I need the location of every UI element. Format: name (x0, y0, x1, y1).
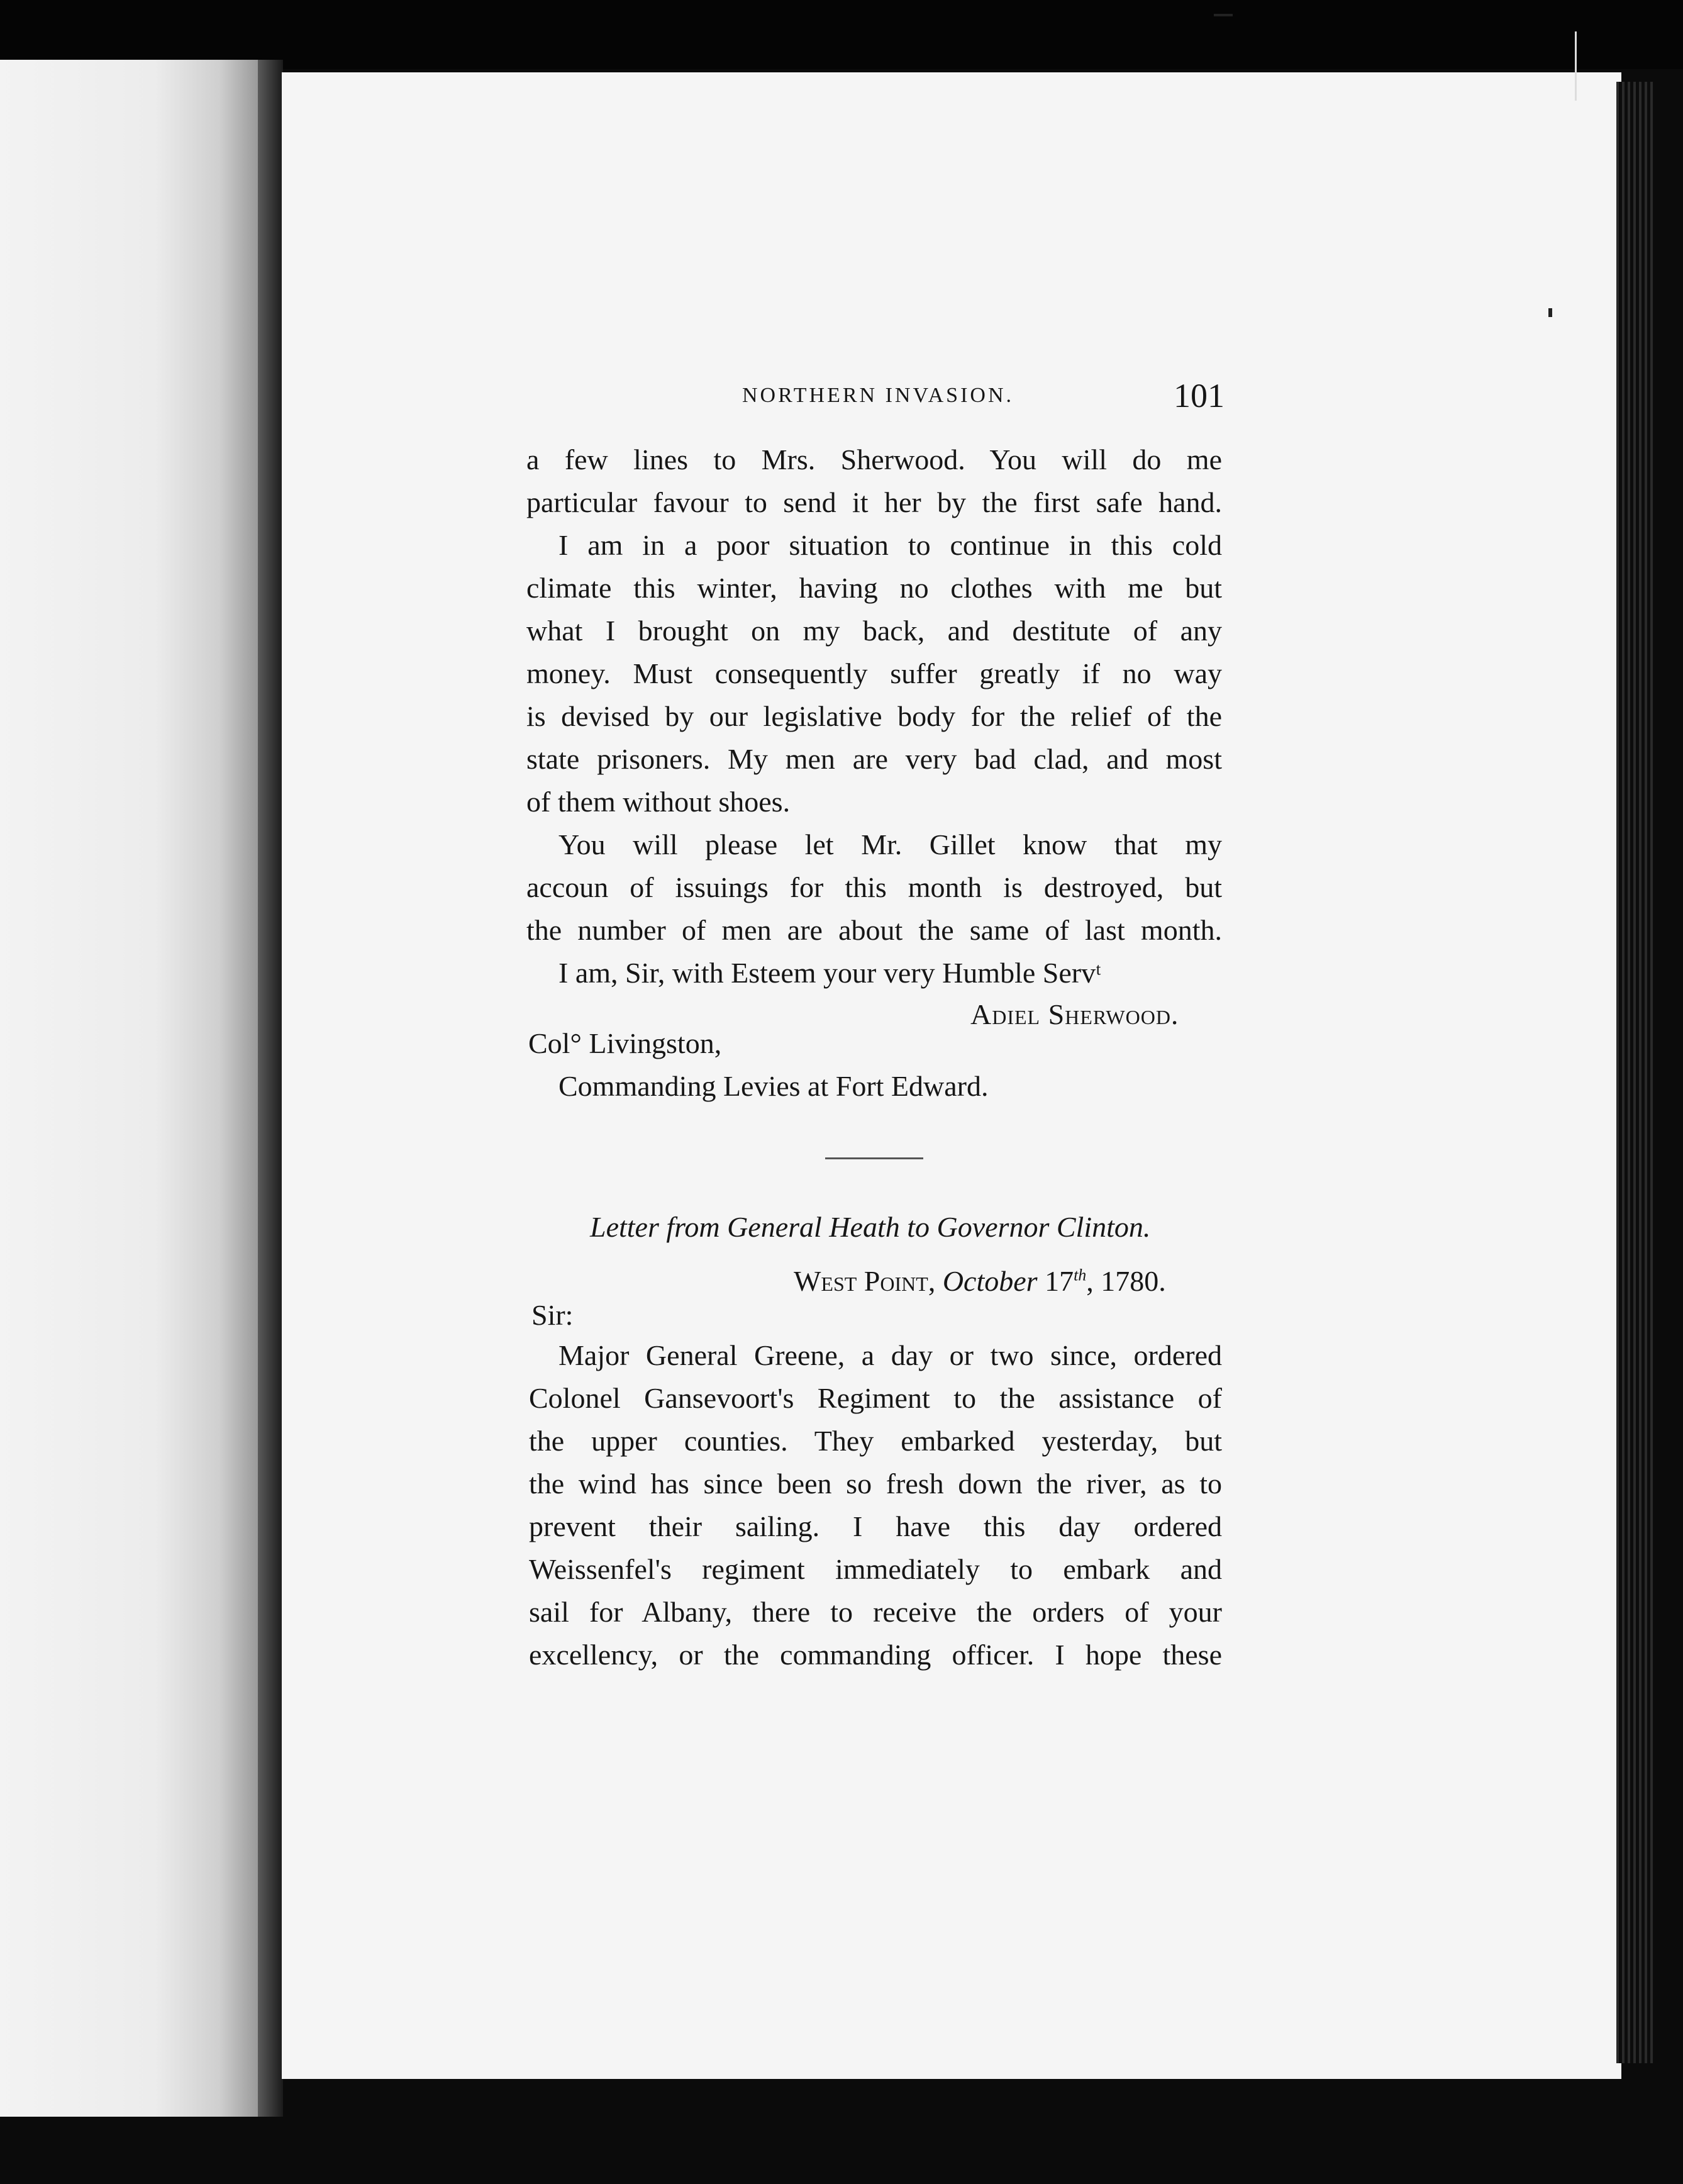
text-line: climate this winter, having no clothes with me but (526, 572, 1222, 604)
closing-line: I am, Sir, with Esteem your very Humble Servᵗ (558, 957, 1101, 989)
text-line: is devised by our legislative body for the relief of the (526, 700, 1222, 732)
text-line: the number of men are about the same of last month. (526, 914, 1222, 946)
running-header: NORTHERN INVASION. (742, 384, 1014, 407)
salutation: Sir: (531, 1299, 574, 1331)
text-line: Colonel Gansevoort's Regiment to the assistance of (529, 1382, 1222, 1414)
scan-background-top (0, 0, 1683, 69)
scan-speck (1548, 308, 1552, 317)
page-number: 101 (1174, 377, 1225, 415)
section-divider (825, 1157, 923, 1159)
text-line: money. Must consequently suffer greatly if no way (526, 657, 1222, 689)
text-line: sail for Albany, there to receive the orders of your (529, 1596, 1222, 1628)
dateline-day: 17 (1045, 1265, 1074, 1297)
text-line: particular favour to send it her by the first safe hand. (526, 486, 1222, 518)
dateline-place: West Point, (794, 1265, 936, 1297)
signature: Adiel Sherwood. (970, 998, 1179, 1030)
scan-speck (1214, 14, 1233, 16)
dateline-month: October (942, 1265, 1038, 1297)
text-line: the wind has since been so fresh down the river, as to (529, 1468, 1222, 1500)
text-line: prevent their sailing. I have this day ordered (529, 1510, 1222, 1542)
book-gutter (258, 60, 283, 2117)
dateline (794, 1267, 1166, 1296)
page-stack-edge (1616, 82, 1654, 2063)
left-page-edge (0, 60, 258, 2117)
letter-title: Letter from General Heath to Governor Clinton. (590, 1211, 1151, 1243)
text-line: accoun of issuings for this month is destroyed, but (526, 871, 1222, 903)
text-line: of them without shoes. (526, 786, 791, 818)
text-line: Major General Greene, a day or two since, ordered (558, 1339, 1222, 1371)
text-line: the upper counties. They embarked yesterday, but (529, 1425, 1222, 1457)
addressee: Col° Livingston, (528, 1027, 722, 1059)
text-line: excellency, or the commanding officer. I hope these (529, 1639, 1222, 1671)
addressee-title: Commanding Levies at Fort Edward. (558, 1070, 989, 1102)
dateline-day-suffix: th (1074, 1266, 1087, 1284)
scan-speck (1575, 31, 1577, 101)
text-line: what I brought on my back, and destitute of any (526, 615, 1222, 647)
text-line: You will please let Mr. Gillet know that my (558, 828, 1222, 861)
text-line: a few lines to Mrs. Sherwood. You will do me (526, 443, 1222, 476)
text-line: state prisoners. My men are very bad clad, and most (526, 743, 1222, 775)
dateline-year: , 1780. (1086, 1265, 1166, 1297)
text-line: I am in a poor situation to continue in this cold (558, 529, 1222, 561)
text-line: Weissenfel's regiment immediately to embark and (529, 1553, 1222, 1585)
